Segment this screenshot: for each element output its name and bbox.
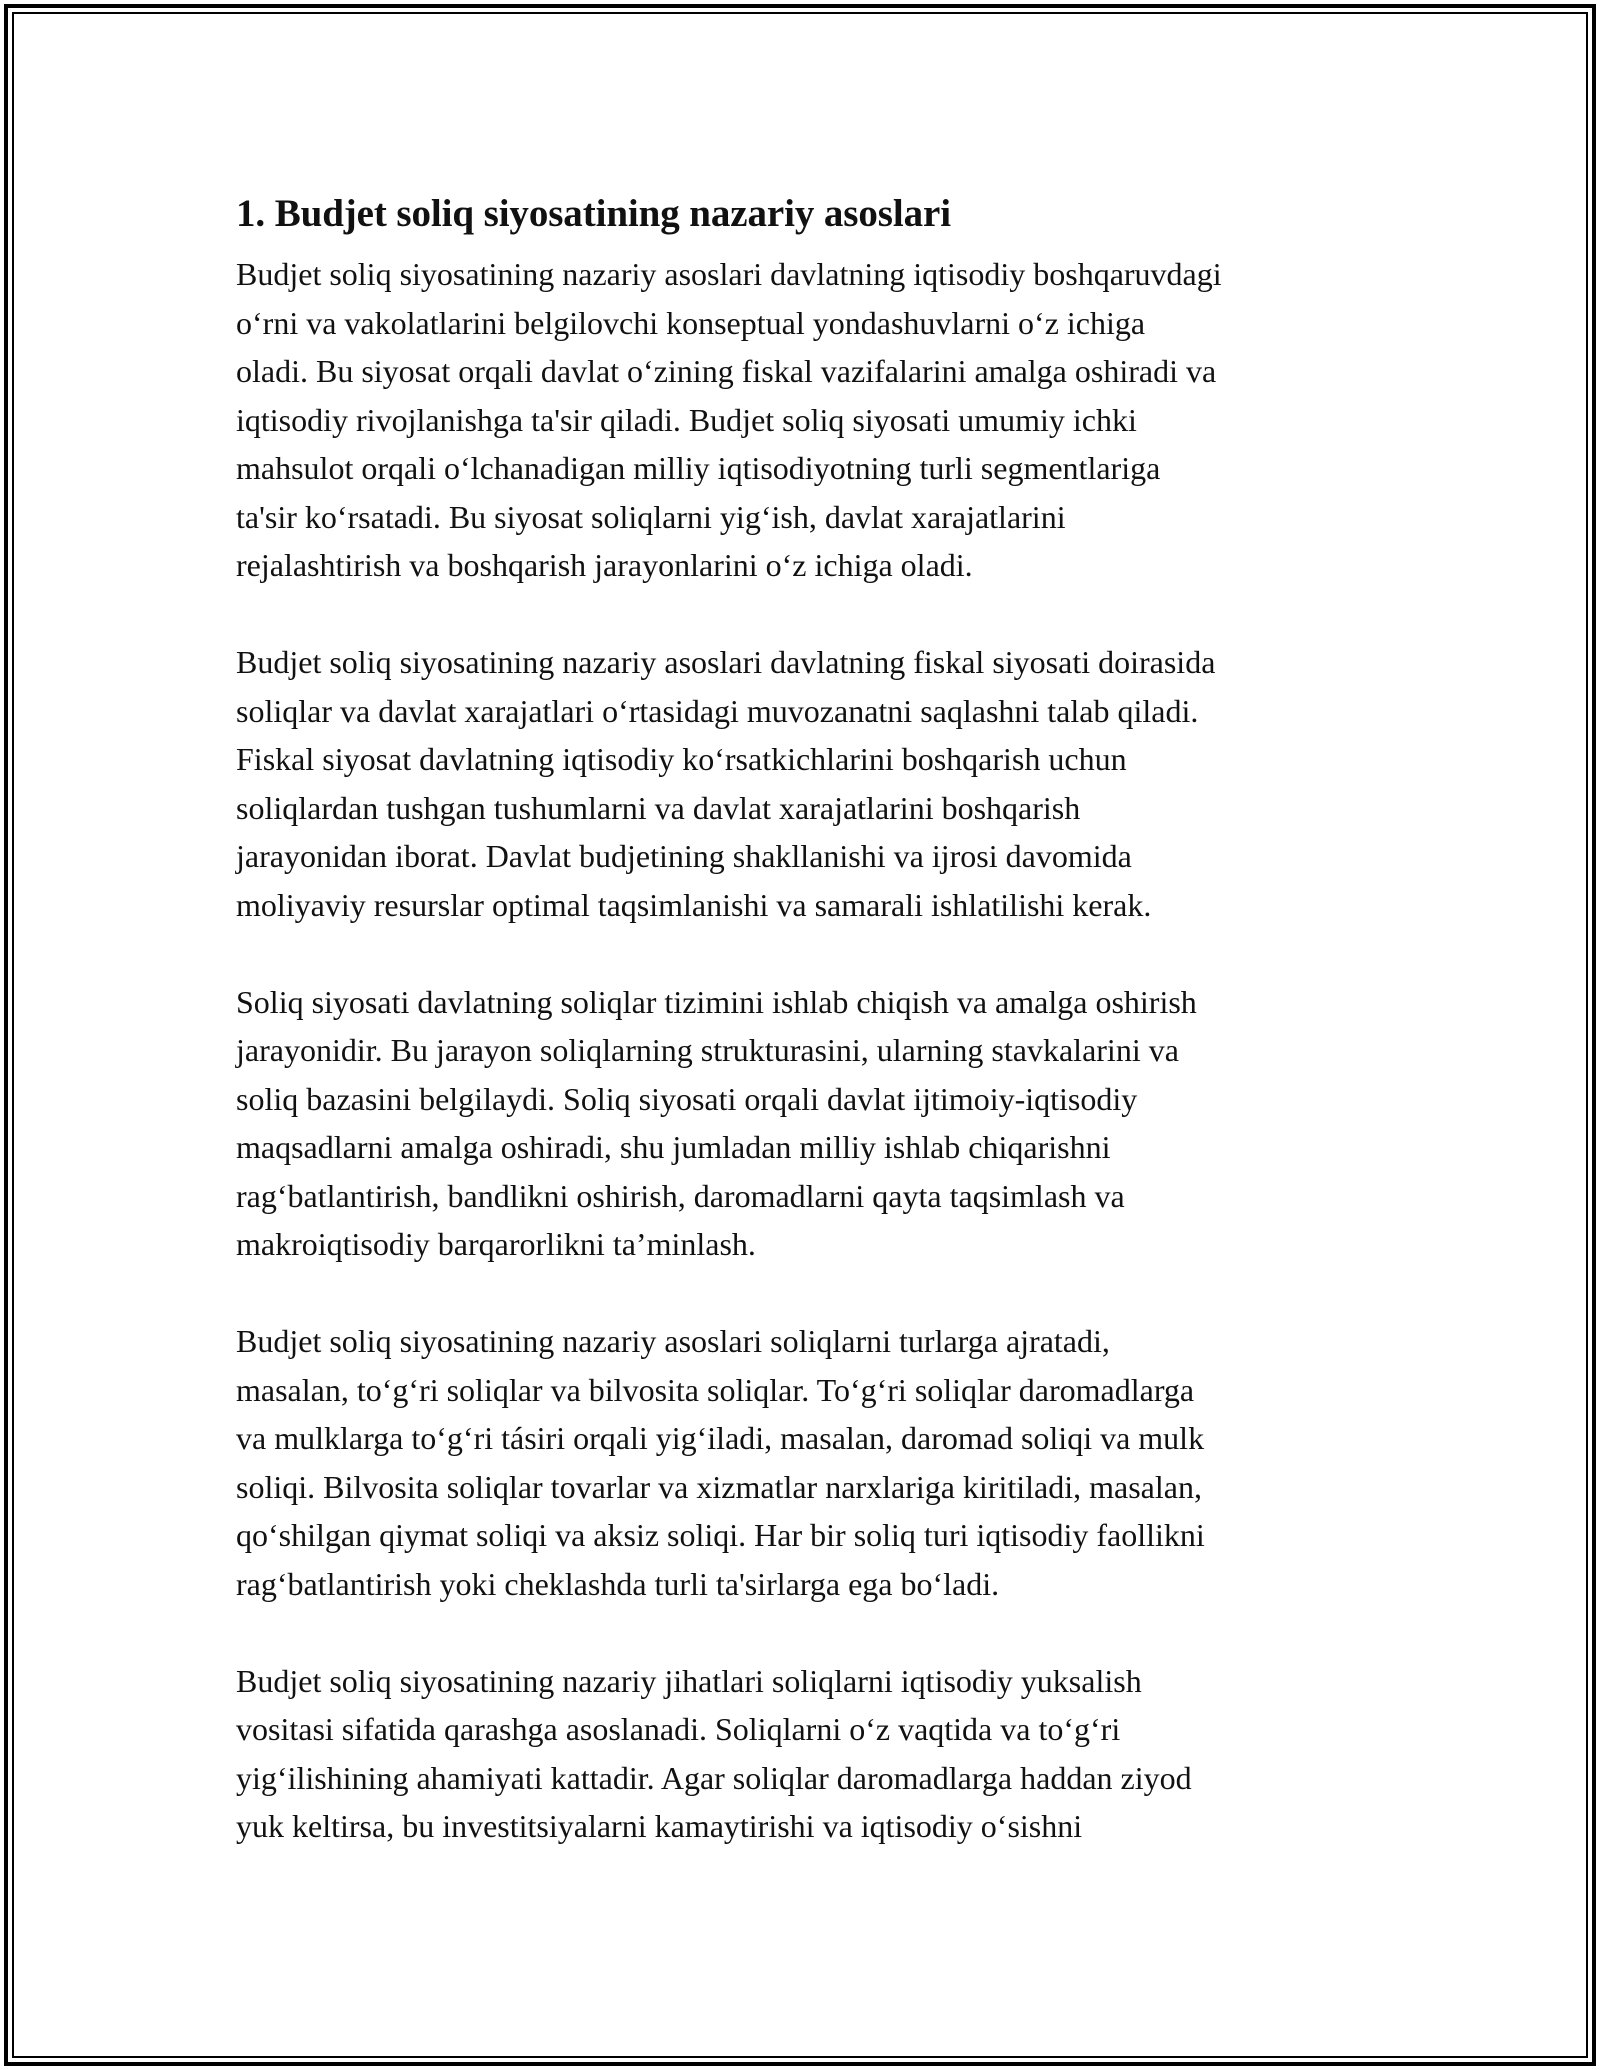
paragraph-5: Budjet soliq siyosatining nazariy jihatlari soliqlarni iqtisodiy yuksalish vositasi sifatida qarashga asoslanadi. Soliqlarni o‘z vaqtida va to‘g‘ri yig‘ilishining ahamiyati kattadir. Agar soliqlar daromadlarga haddan ziyod yuk keltirsa, bu investitsiyalarni kamaytirishi va iqtisodiy o‘sishni [236,1662,1192,1844]
paragraph-2: Budjet soliq siyosatining nazariy asoslari davlatning fiskal siyosati doirasida soliqlar va davlat xarajatlari o‘rtasidagi muvozanatni saqlashni talab qiladi. Fiskal siyosat davlatning iqtisodiy ko‘rsatkichlarini boshqarish uchun soliqlardan tushgan tushumlarni va davlat xarajatlarini boshqarish jarayonidan iborat. Davlat budjetining shakllanishi va ijrosi davomida moliyaviy resurslar optimal taqsimlanishi va samarali ishlatilishi kerak. [236,644,1216,923]
paragraph-3: Soliq siyosati davlatning soliqlar tizimini ishlab chiqish va amalga oshirish jarayonidir. Bu jarayon soliqlarning strukturasini, ularning stavkalarini va soliq bazasini belgilaydi. Soliq siyosati orqali davlat ijtimoiy-iqtisodiy maqsadlarni amalga oshiradi, shu jumladan milliy ishlab chiqarishni rag‘batlantirish, bandlikni oshirish, daromadlarni qayta taqsimlash va makroiqtisodiy barqarorlikni ta’minlash. [236,983,1197,1262]
paragraph-1: Budjet soliq siyosatining nazariy asoslari davlatning iqtisodiy boshqaruvdagi o‘rni va vakolatlarini belgilovchi konseptual yondashuvlarni o‘z ichiga oladi. Bu siyosat orqali davlat o‘zining fiskal vazifalarini amalga oshiradi va iqtisodiy rivojlanishga ta'sir qiladi. Budjet soliq siyosati umumiy ichki mahsulot orqali o‘lchanadigan milliy iqtisodiyotning turli segmentlariga ta'sir ko‘rsatadi. Bu siyosat soliqlarni yig‘ish, davlat xarajatlarini rejalashtirish va boshqarish jarayonlarini o‘z ichiga oladi. [236,256,1222,583]
paragraph-4: Budjet soliq siyosatining nazariy asoslari soliqlarni turlarga ajratadi, masalan, to‘g‘ri soliqlar va bilvosita soliqlar. To‘g‘ri soliqlar daromadlarga va mulklarga to‘g‘ri tásiri orqali yig‘iladi, masalan, daromad soliqi va mulk soliqi. Bilvosita soliqlar tovarlar va xizmatlar narxlariga kiritiladi, masalan, qo‘shilgan qiymat soliqi va aksiz soliqi. Har bir soliq turi iqtisodiy faollikni rag‘batlantirish yoki cheklashda turli ta'sirlarga ega bo‘ladi. [236,1323,1205,1602]
section-heading: 1. Budjet soliq siyosatining nazariy asoslari [236,192,951,235]
document-body [236,188,1386,1899]
